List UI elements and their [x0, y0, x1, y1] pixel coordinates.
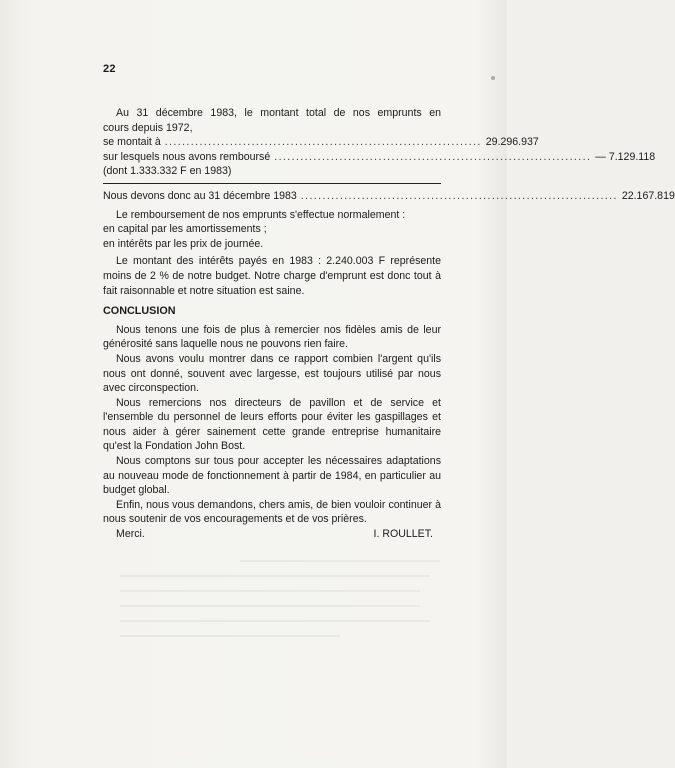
show-through-line: [120, 605, 420, 607]
show-through-line: [120, 635, 340, 637]
conclusion-paragraph: Nous avons voulu montrer dans ce rapport combien l'argent qu'ils nous ont donné, souvent avec largesse, est toujours utilisé par nous avec circonspection.: [103, 352, 441, 395]
show-through-line: [120, 620, 430, 622]
loans-owed-row: [103, 189, 675, 204]
page-number: 22: [103, 63, 116, 75]
main-text-block: [103, 106, 675, 552]
show-through-line: [120, 590, 420, 592]
loans-repaid-amount: — 7.129.118: [595, 150, 656, 163]
loans-total-label: se montait à: [103, 136, 161, 149]
signature: I. ROULLET.: [373, 528, 433, 541]
dot-leader: .........................................................................: [300, 189, 618, 202]
loans-intro: [103, 106, 441, 121]
closing-thanks: Merci.: [116, 528, 145, 541]
conclusion-paragraph: Enfin, nous vous demandons, chers amis, de bien vouloir continuer à nous soutenir de vos encouragements et de vos prières.: [103, 498, 441, 526]
conclusion-heading: CONCLUSION: [103, 305, 176, 318]
interest-paragraph: Le montant des intérêts payés en 1983 : 2.240.003 F représente moins de 2 % de notre budget. Notre charge d'emprunt est donc tout à fait raisonnable et notre situation est saine.: [103, 255, 441, 297]
dot-leader: .........................................................................: [274, 150, 592, 163]
loans-owed-amount: 22.167.819: [621, 189, 675, 202]
loans-intro-line2: cours depuis 1972,: [103, 121, 193, 134]
capital-line: en capital par les amortissements ;: [103, 223, 267, 236]
interest-line: en intérêts par les prix de journée.: [103, 237, 264, 250]
repayment-line: Le remboursement de nos emprunts s'effectue normalement :: [116, 208, 406, 221]
loans-total-row: [103, 135, 539, 150]
loans-owed-label: Nous devons donc au 31 décembre 1983: [103, 189, 297, 202]
conclusion-paragraph: Nous comptons sur tous pour accepter les nécessaires adaptations au nouveau mode de fonctionnement à partir de 1984, en particulier au budget global.: [103, 455, 441, 497]
loans-intro-line1: Au 31 décembre 1983, le montant total de nos emprunts en: [116, 107, 441, 119]
total-rule: [103, 183, 441, 184]
loans-repaid-label: sur lesquels nous avons remboursé: [103, 150, 271, 163]
loans-total-amount: 29.296.937: [485, 136, 539, 149]
conclusion-paragraph: Nous remercions nos directeurs de pavillon et de service et l'ensemble du personnel de leurs efforts pour éviter les gaspillages et nous aider à gérer sainement cette grande entreprise humanitaire qu'est la Fondation John Bost.: [103, 396, 441, 453]
page-edge-mark: [491, 76, 495, 80]
show-through-line: [240, 560, 440, 562]
loans-repaid-row: [103, 150, 656, 165]
dot-leader: .........................................................................: [164, 136, 482, 149]
loans-repaid-note: (dont 1.333.332 F en 1983): [103, 165, 232, 178]
show-through-line: [120, 575, 430, 577]
conclusion-paragraph: Nous tenons une fois de plus à remercier nos fidèles amis de leur générosité sans laquelle nous ne pouvons rien faire.: [103, 323, 441, 351]
